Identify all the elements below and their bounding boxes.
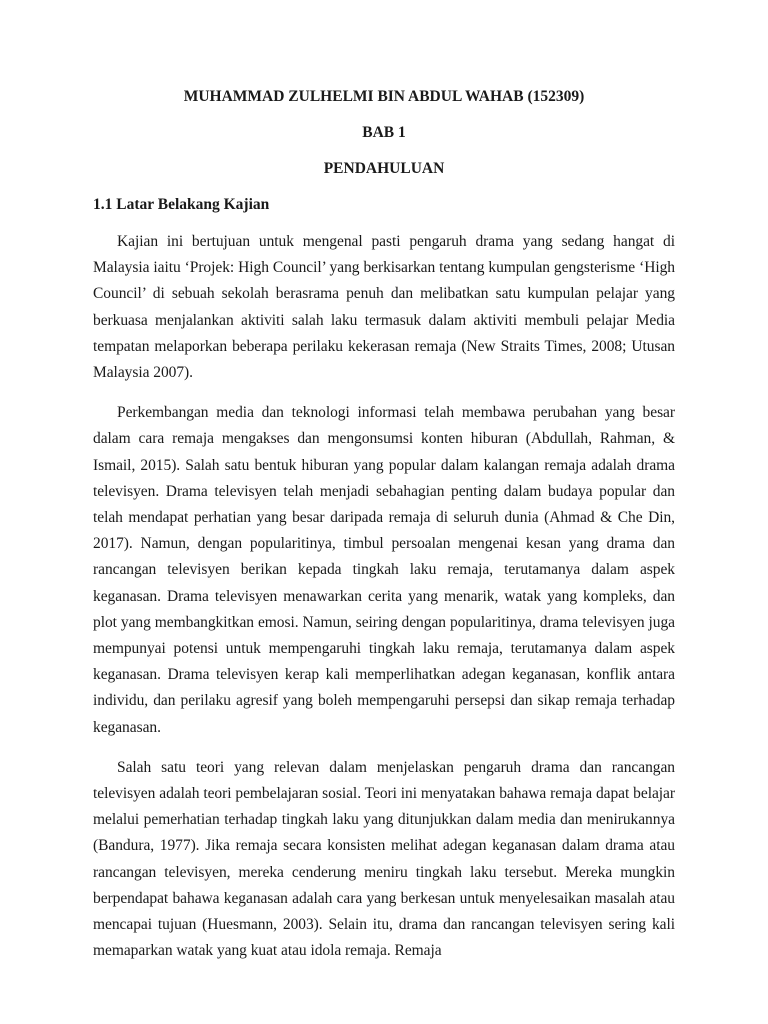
paragraph-3: Salah satu teori yang relevan dalam menjelaskan pengaruh drama dan rancangan televisyen adalah teori pembelajaran sosial. Teori ini menyatakan bahawa remaja dapat belajar melalui pemerhatian terhadap tingkah laku yang ditunjukkan dalam media dan menirukannya (Bandura, 1977). Jika remaja secara konsisten melihat adegan keganasan dalam drama atau rancangan televisyen, mereka cenderung meniru tingkah laku tersebut. Mereka mungkin berpendapat bahawa keganasan adalah cara yang berkesan untuk menyelesaikan masalah atau mencapai tujuan (Huesmann, 2003). Selain itu, drama dan rancangan televisyen sering kali memaparkan watak yang kuat atau idola remaja. Remaja bbox=[93, 758, 675, 960]
author-heading: MUHAMMAD ZULHELMI BIN ABDUL WAHAB (152309) bbox=[183, 88, 585, 105]
chapter-title: PENDAHULUAN bbox=[323, 160, 445, 177]
paragraph-2: Perkembangan media dan teknologi informasi telah membawa perubahan yang besar dalam cara remaja mengakses dan mengonsumsi konten hiburan (Abdullah, Rahman, & Ismail, 2015). Salah satu bentuk hiburan yang popular dalam kalangan remaja adalah drama televisyen. Drama televisyen telah menjadi sebahagian penting dalam budaya popular dan telah mendapat perhatian yang besar daripada remaja di seluruh dunia (Ahmad & Che Din, 2017). Namun, dengan popularitinya, timbul persoalan mengenai kesan yang drama dan rancangan televisyen berikan kepada tingkah laku remaja, terutamanya dalam aspek keganasan. Drama televisyen menawarkan cerita yang menarik, watak yang kompleks, dan plot yang membangkitkan emosi. Namun, seiring dengan popularitinya, drama televisyen juga mempunyai potensi untuk mempengaruhi tingkah laku remaja, terutamanya dalam aspek keganasan. Drama televisyen kerap kali memperlihatkan adegan keganasan, konflik antara individu, dan perilaku agresif yang boleh mempengaruhi persepsi dan sikap remaja terhadap keganasan. bbox=[93, 404, 675, 736]
chapter-number: BAB 1 bbox=[362, 124, 406, 141]
section-title: 1.1 Latar Belakang Kajian bbox=[93, 196, 270, 213]
paragraph-1: Kajian ini bertujuan untuk mengenal pasti pengaruh drama yang sedang hangat di Malaysia iaitu ‘Projek: High Council’ yang berkisarkan tentang kumpulan gengsterisme ‘High Council’ di sebuah sekolah berasrama penuh dan melibatkan satu kumpulan pelajar yang berkuasa menjalankan aktiviti salah laku termasuk dalam aktiviti membuli pelajar Media tempatan melaporkan beberapa perilaku kekerasan remaja (New Straits Times, 2008; Utusan Malaysia 2007). bbox=[93, 233, 675, 382]
document-body bbox=[93, 86, 675, 978]
